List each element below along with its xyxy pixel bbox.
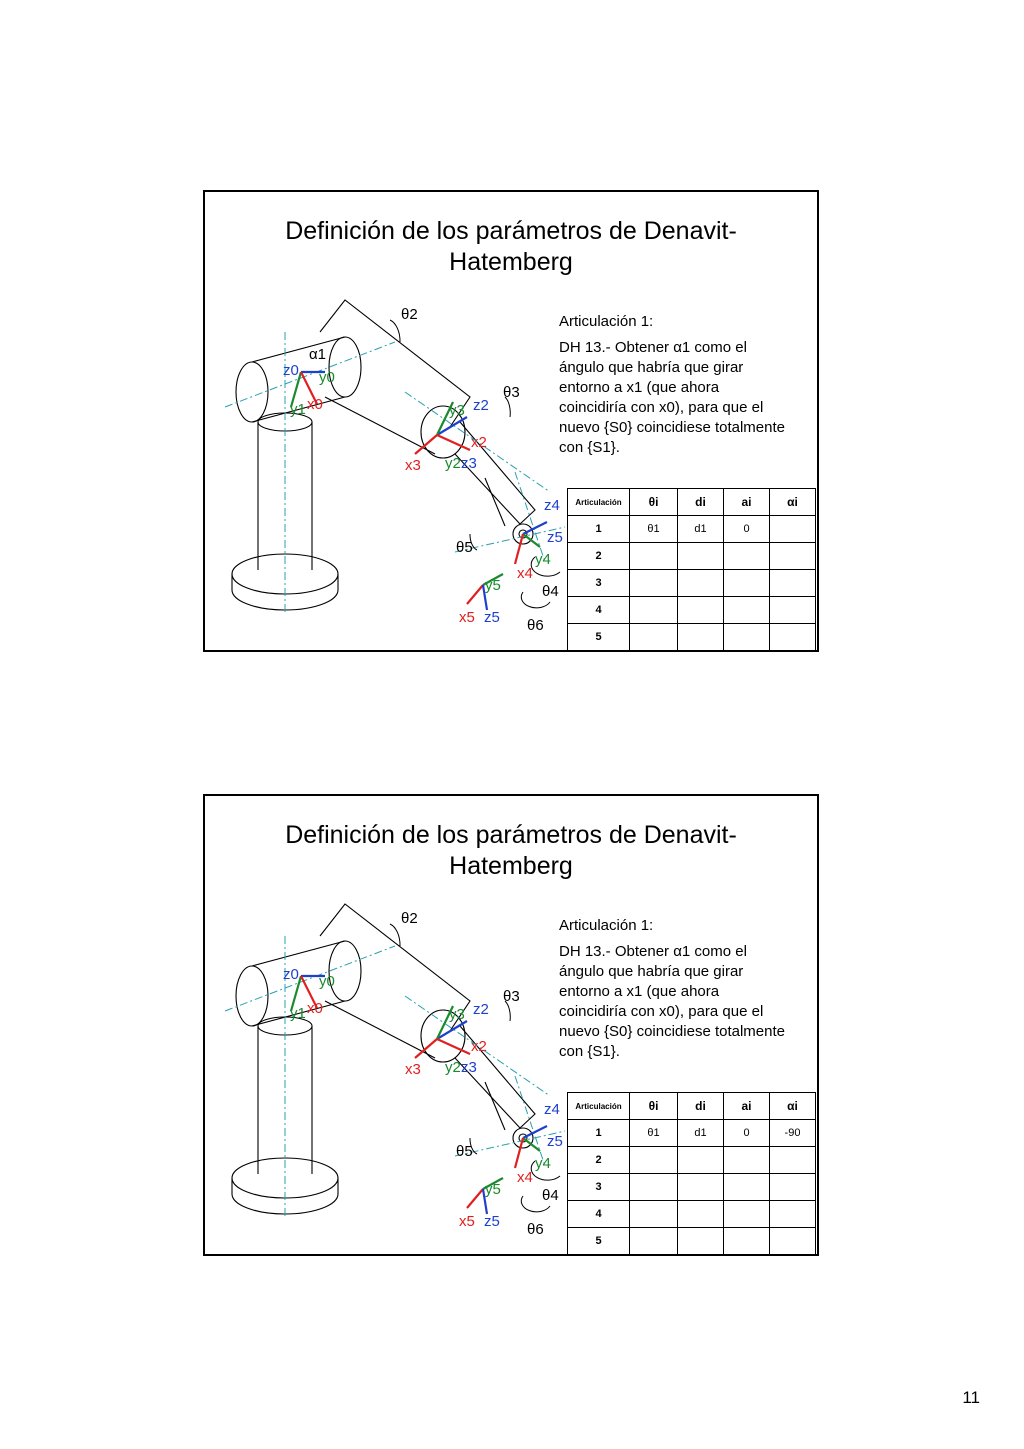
label-x0: x0	[307, 1000, 323, 1017]
label-z5: z5	[547, 529, 563, 546]
title-line-2: Hatemberg	[449, 852, 573, 880]
label-y3: y3	[449, 402, 465, 419]
table-cell: -90	[770, 1120, 816, 1147]
table-body	[568, 516, 816, 651]
header-theta: θi	[630, 489, 678, 516]
label-z2: z2	[473, 1001, 489, 1018]
table-row	[568, 624, 816, 651]
table-row	[568, 1120, 816, 1147]
label-y1: y1	[290, 401, 306, 418]
slide-1	[203, 190, 819, 652]
table-cell: 0	[724, 516, 770, 543]
articulacion-number: 3	[568, 570, 630, 597]
label-x4: x4	[517, 565, 533, 582]
label-z0: z0	[283, 966, 299, 983]
table-cell: d1	[678, 516, 724, 543]
table-cell	[630, 1147, 678, 1174]
label-x2: x2	[471, 434, 487, 451]
label-y4: y4	[535, 1155, 551, 1172]
header-articulacion: Articulación	[568, 1093, 630, 1120]
table-cell	[724, 1201, 770, 1228]
label-z5-lower: z5	[484, 1213, 500, 1230]
description-line: DH 13.- Obtener α1 como el	[559, 339, 747, 356]
label-x2: x2	[471, 1038, 487, 1055]
table-cell	[724, 624, 770, 651]
label-x0: x0	[307, 396, 323, 413]
label-z2: z2	[473, 397, 489, 414]
table-cell	[678, 624, 724, 651]
label-theta2: θ2	[401, 910, 418, 927]
table-cell	[678, 1147, 724, 1174]
table-cell	[678, 1228, 724, 1255]
header-alpha: αi	[770, 489, 816, 516]
description-line: coincidiría con x0), para que el	[559, 1003, 764, 1020]
table-row	[568, 570, 816, 597]
label-y3: y3	[449, 1006, 465, 1023]
header-alpha: αi	[770, 1093, 816, 1120]
label-y2: y2	[445, 455, 461, 472]
description-line: nuevo {S0} coincidiese totalmente	[559, 419, 785, 436]
description-heading: Articulación 1:	[559, 313, 654, 330]
label-y2: y2	[445, 1059, 461, 1076]
articulacion-number: 5	[568, 1228, 630, 1255]
title-line-2: Hatemberg	[449, 248, 573, 276]
table-cell	[770, 1174, 816, 1201]
table-cell	[770, 570, 816, 597]
page-number: 11	[962, 1388, 980, 1407]
label-x5: x5	[459, 609, 475, 626]
table-cell: θ1	[630, 516, 678, 543]
table-row	[568, 1174, 816, 1201]
articulacion-number: 2	[568, 543, 630, 570]
label-y5: y5	[485, 1181, 501, 1198]
table-cell	[630, 1228, 678, 1255]
articulacion-number: 4	[568, 1201, 630, 1228]
label-z4: z4	[544, 1101, 560, 1118]
table-row	[568, 516, 816, 543]
articulacion-number: 5	[568, 624, 630, 651]
header-d: di	[678, 1093, 724, 1120]
description-line: coincidiría con x0), para que el	[559, 399, 764, 416]
table-header-row	[568, 489, 816, 516]
table-cell	[770, 1228, 816, 1255]
dh-parameters-table	[567, 488, 816, 651]
table-cell	[724, 543, 770, 570]
header-articulacion: Articulación	[568, 489, 630, 516]
description-line: entorno a x1 (que ahora	[559, 379, 720, 396]
articulacion-number: 1	[568, 516, 630, 543]
label-z3: z3	[461, 1059, 477, 1076]
table-cell: 0	[724, 1120, 770, 1147]
label-theta2: θ2	[401, 306, 418, 323]
description-line: con {S1}.	[559, 1043, 620, 1060]
table-cell	[678, 543, 724, 570]
description-line: ángulo que habría que girar	[559, 359, 744, 376]
slide-2	[203, 794, 819, 1256]
table-cell	[724, 570, 770, 597]
description-line: entorno a x1 (que ahora	[559, 983, 720, 1000]
articulacion-number: 4	[568, 597, 630, 624]
table-cell	[630, 624, 678, 651]
table-row	[568, 1201, 816, 1228]
label-x3: x3	[405, 1061, 421, 1078]
table-cell	[630, 1174, 678, 1201]
label-z4: z4	[544, 497, 560, 514]
joint-description	[559, 916, 821, 1062]
header-a: ai	[724, 1093, 770, 1120]
header-a: ai	[724, 489, 770, 516]
description-line: ángulo que habría que girar	[559, 963, 744, 980]
label-x3: x3	[405, 457, 421, 474]
label-theta4: θ4	[542, 1187, 559, 1204]
title-line-1: Definición de los parámetros de Denavit-	[285, 217, 737, 245]
table-cell	[630, 1201, 678, 1228]
label-x5: x5	[459, 1213, 475, 1230]
table-row	[568, 597, 816, 624]
label-x4: x4	[517, 1169, 533, 1186]
description-heading: Articulación 1:	[559, 917, 654, 934]
table-cell	[770, 624, 816, 651]
table-row	[568, 1228, 816, 1255]
label-theta5: θ5	[456, 1143, 473, 1160]
header-theta: θi	[630, 1093, 678, 1120]
table-cell	[678, 597, 724, 624]
description-line: nuevo {S0} coincidiese totalmente	[559, 1023, 785, 1040]
header-d: di	[678, 489, 724, 516]
dh-parameters-table	[567, 1092, 816, 1255]
table-cell	[770, 1147, 816, 1174]
joint-description	[559, 312, 821, 458]
table-row	[568, 543, 816, 570]
table-cell	[724, 597, 770, 624]
table-cell	[770, 516, 816, 543]
table-cell: d1	[678, 1120, 724, 1147]
table-header-row	[568, 1093, 816, 1120]
label-y1: y1	[290, 1005, 306, 1022]
label-z0: z0	[283, 362, 299, 379]
label-theta6: θ6	[527, 1221, 544, 1238]
label-theta3: θ3	[503, 384, 520, 401]
label-y0: y0	[319, 369, 335, 386]
title-line-1: Definición de los parámetros de Denavit-	[285, 821, 737, 849]
label-y0: y0	[319, 973, 335, 990]
label-y5: y5	[485, 577, 501, 594]
table-cell	[724, 1174, 770, 1201]
description-line: con {S1}.	[559, 439, 620, 456]
table-cell	[678, 1174, 724, 1201]
label-theta4: θ4	[542, 583, 559, 600]
articulacion-number: 1	[568, 1120, 630, 1147]
table-cell	[678, 570, 724, 597]
label-y4: y4	[535, 551, 551, 568]
table-cell	[724, 1228, 770, 1255]
articulacion-number: 2	[568, 1147, 630, 1174]
label-z5-lower: z5	[484, 609, 500, 626]
label-z5: z5	[547, 1133, 563, 1150]
table-body	[568, 1120, 816, 1255]
table-cell	[678, 1201, 724, 1228]
table-cell	[770, 543, 816, 570]
articulacion-number: 3	[568, 1174, 630, 1201]
table-cell	[630, 597, 678, 624]
description-line: DH 13.- Obtener α1 como el	[559, 943, 747, 960]
label-alpha1: α1	[309, 346, 327, 363]
label-z3: z3	[461, 455, 477, 472]
label-theta6: θ6	[527, 617, 544, 634]
label-theta3: θ3	[503, 988, 520, 1005]
table-cell	[770, 1201, 816, 1228]
label-theta5: θ5	[456, 539, 473, 556]
table-cell	[724, 1147, 770, 1174]
table-cell	[630, 570, 678, 597]
table-cell	[630, 543, 678, 570]
table-cell	[770, 597, 816, 624]
table-cell: θ1	[630, 1120, 678, 1147]
table-row	[568, 1147, 816, 1174]
